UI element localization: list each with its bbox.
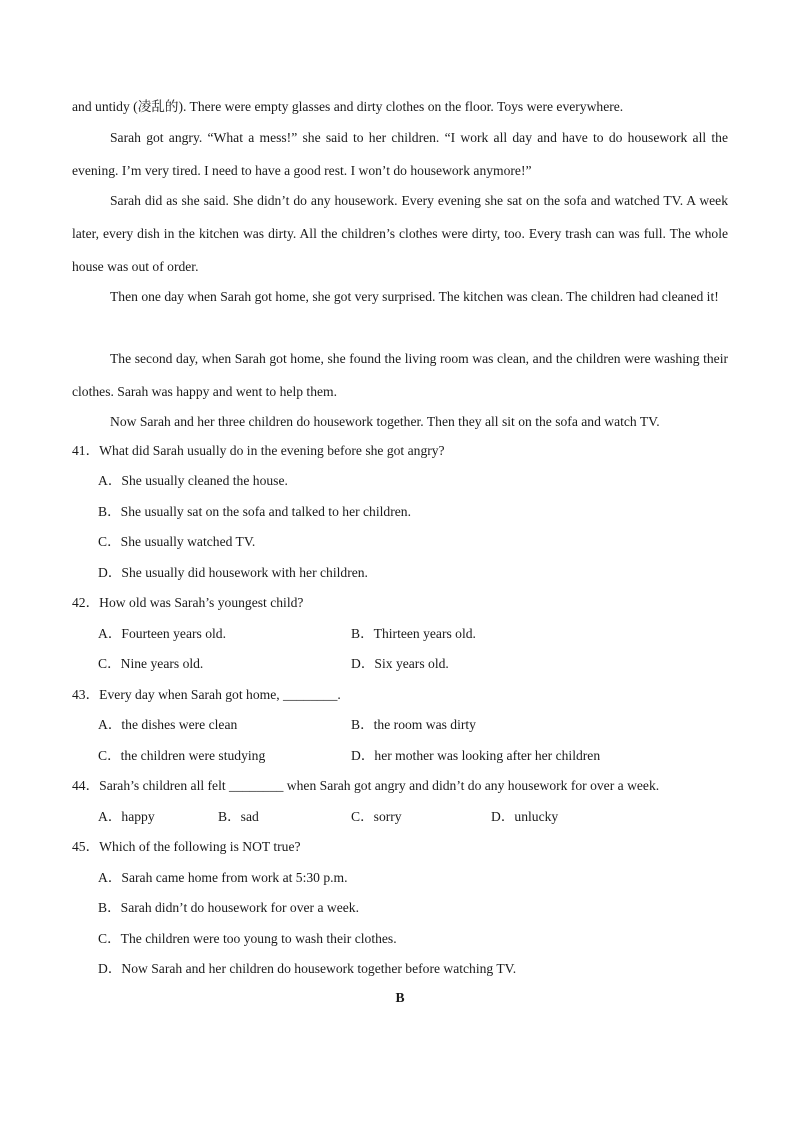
question-43-stem: 43．Every day when Sarah got home, ________. [72, 687, 341, 702]
passage-paragraph: Sarah did as she said. She didn’t do any housework. Every evening she sat on the sofa and watched TV. A week later, every dish in the kitchen was dirty. All the children’s clothes were dirty, too. Every trash can was full. The whole house was out of order. [72, 193, 728, 274]
question-42-stem: 42．How old was Sarah’s youngest child? [72, 595, 304, 610]
question-43-option-c: C．the children were studying [98, 748, 266, 763]
question-44-option-a: A．happy [98, 809, 155, 824]
question-45-option-b: B．Sarah didn’t do housework for over a week. [98, 900, 359, 915]
passage-paragraph: Sarah got angry. “What a mess!” she said to her children. “I work all day and have to do housework all the evening. I’m very tired. I need to have a good rest. I won’t do housework anymore!” [72, 130, 728, 178]
question-45-option-a: A．Sarah came home from work at 5:30 p.m. [98, 870, 348, 885]
question-41-option-b: B．She usually sat on the sofa and talked to her children. [98, 504, 411, 519]
question-42-option-b: B．Thirteen years old. [351, 626, 476, 641]
question-45-stem: 45．Which of the following is NOT true? [72, 839, 301, 854]
question-44-stem: 44．Sarah’s children all felt ________ when Sarah got angry and didn’t do any housework for over a week. [72, 778, 660, 793]
question-41-option-a: A．She usually cleaned the house. [98, 473, 288, 488]
question-41-option-d: D．She usually did housework with her children. [98, 565, 368, 580]
question-42-option-a: A．Fourteen years old. [98, 626, 226, 641]
passage-paragraph: Then one day when Sarah got home, she got very surprised. The kitchen was clean. The children had cleaned it! [110, 289, 719, 304]
question-44-option-b: B．sad [218, 809, 259, 824]
question-41-option-c: C．She usually watched TV. [98, 534, 256, 549]
passage-paragraph: Now Sarah and her three children do housework together. Then they all sit on the sofa and watch TV. [110, 414, 660, 429]
question-44-option-c: C．sorry [351, 809, 402, 824]
passage-paragraph: and untidy (凌乱的). There were empty glasses and dirty clothes on the floor. Toys were everywhere. [72, 99, 624, 114]
question-45-option-d: D．Now Sarah and her children do housework together before watching TV. [98, 961, 517, 976]
passage-paragraph: The second day, when Sarah got home, she found the living room was clean, and the children were washing their clothes. Sarah was happy and went to help them. [72, 351, 728, 399]
question-41-stem: 41．What did Sarah usually do in the evening before she got angry? [72, 443, 445, 458]
question-45-option-c: C．The children were too young to wash their clothes. [98, 931, 397, 946]
question-42-option-d: D．Six years old. [351, 656, 449, 671]
question-42-option-c: C．Nine years old. [98, 656, 204, 671]
section-heading: B [395, 990, 405, 1005]
question-43-option-a: A．the dishes were clean [98, 717, 238, 732]
question-44-option-d: D．unlucky [491, 809, 559, 824]
question-43-option-b: B．the room was dirty [351, 717, 476, 732]
question-43-option-d: D．her mother was looking after her children [351, 748, 601, 763]
